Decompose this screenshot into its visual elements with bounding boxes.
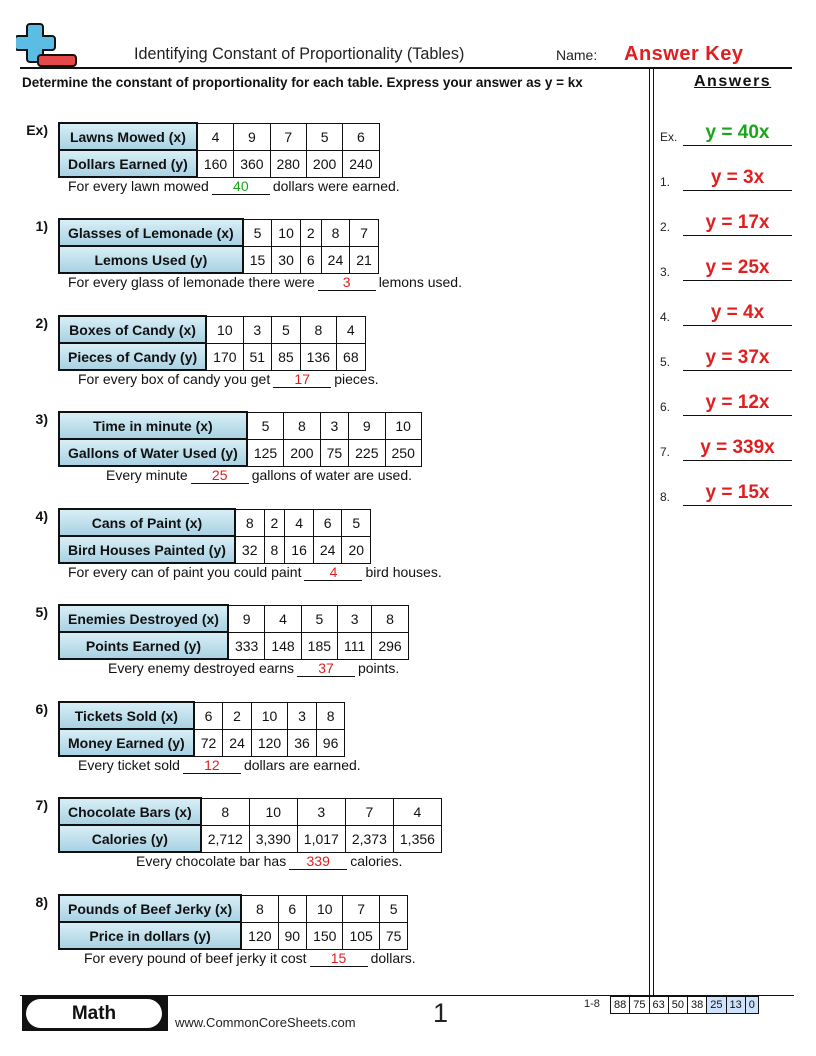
answer-line	[683, 145, 792, 146]
answer-number: 5.	[660, 355, 671, 369]
problem-number: Ex)	[26, 122, 48, 138]
problem-number: 3)	[35, 411, 48, 427]
answer-line	[683, 370, 792, 371]
x-header-cell: Time in minute (x)	[59, 412, 247, 439]
sentence-suffix: lemons used.	[378, 274, 462, 290]
score-cell: 38	[688, 997, 707, 1014]
y-value-cell: 85	[272, 343, 301, 370]
x-value-cell: 8	[235, 509, 264, 536]
score-cell: 13	[726, 997, 745, 1014]
x-row	[59, 798, 441, 825]
answer-number: 4.	[660, 310, 671, 324]
sentence-suffix: gallons of water are used.	[251, 467, 413, 483]
y-value-cell: 21	[350, 246, 379, 273]
answer-row	[660, 386, 792, 416]
x-value-cell: 10	[206, 316, 243, 343]
x-value-cell: 3	[297, 798, 345, 825]
y-value-cell: 20	[342, 536, 371, 563]
y-row	[59, 729, 345, 756]
y-value-cell: 1,017	[297, 825, 345, 852]
y-value-cell: 75	[320, 439, 349, 466]
x-header-cell: Lawns Mowed (x)	[59, 123, 197, 150]
y-value-cell: 120	[251, 729, 287, 756]
x-header-cell: Tickets Sold (x)	[59, 702, 194, 729]
x-value-cell: 10	[249, 798, 297, 825]
x-value-cell: 4	[337, 316, 366, 343]
answer-sentence	[84, 950, 416, 967]
x-value-cell: 10	[272, 219, 301, 246]
problem-number: 2)	[35, 315, 48, 331]
y-header-cell: Price in dollars (y)	[59, 922, 241, 949]
x-value-cell: 10	[385, 412, 421, 439]
answer-sentence	[68, 274, 462, 291]
y-value-cell: 75	[379, 922, 408, 949]
y-value-cell: 36	[288, 729, 317, 756]
answer-value[interactable]: y = 3x	[710, 167, 765, 188]
answer-line	[683, 190, 792, 191]
answers-title: Answers	[694, 73, 772, 90]
answer-blank[interactable]: 15	[310, 951, 368, 967]
answer-line	[683, 415, 792, 416]
answer-line	[683, 460, 792, 461]
sentence-suffix: dollars.	[370, 950, 416, 966]
y-value-cell: 333	[228, 632, 265, 659]
answer-value[interactable]: y = 4x	[710, 302, 765, 323]
score-cell: 63	[649, 997, 668, 1014]
y-header-cell: Gallons of Water Used (y)	[59, 439, 247, 466]
ratio-table	[58, 122, 380, 178]
x-row	[59, 219, 378, 246]
sentence-prefix: Every minute	[106, 467, 188, 483]
score-cell: 0	[745, 997, 758, 1014]
y-value-cell: 90	[278, 922, 307, 949]
y-row	[59, 150, 379, 177]
x-value-cell: 4	[393, 798, 441, 825]
y-value-cell: 6	[300, 246, 321, 273]
y-row	[59, 922, 408, 949]
x-row	[59, 316, 365, 343]
answer-blank[interactable]: 17	[273, 372, 331, 388]
ratio-table	[58, 218, 379, 274]
x-value-cell: 3	[288, 702, 317, 729]
ratio-table	[58, 508, 371, 564]
score-cell: 25	[707, 997, 726, 1014]
y-value-cell: 51	[243, 343, 272, 370]
x-value-cell: 5	[247, 412, 284, 439]
y-value-cell: 8	[264, 536, 285, 563]
y-row	[59, 246, 378, 273]
answer-value[interactable]: y = 15x	[705, 482, 770, 503]
answer-value[interactable]: y = 37x	[705, 347, 770, 368]
problem-number: 6)	[35, 701, 48, 717]
answers-divider	[653, 69, 654, 995]
answer-blank[interactable]: 339	[289, 854, 347, 870]
sentence-prefix: For every glass of lemonade there were	[68, 274, 315, 290]
ratio-table	[58, 701, 345, 757]
answer-sentence	[68, 564, 442, 581]
page-number: 1	[433, 998, 449, 1028]
x-header-cell: Boxes of Candy (x)	[59, 316, 206, 343]
answers-divider	[649, 69, 650, 995]
sentence-prefix: Every ticket sold	[78, 757, 180, 773]
x-value-cell: 6	[343, 123, 379, 150]
answer-row	[660, 206, 792, 236]
score-table	[610, 996, 759, 1014]
x-value-cell: 4	[265, 605, 301, 632]
ratio-table	[58, 604, 409, 660]
x-value-cell: 5	[342, 509, 371, 536]
x-row	[59, 412, 421, 439]
answer-row	[660, 476, 792, 506]
answer-blank[interactable]: 4	[304, 565, 362, 581]
sentence-suffix: points.	[357, 660, 400, 676]
y-value-cell: 296	[372, 632, 408, 659]
answer-value[interactable]: y = 12x	[705, 392, 770, 413]
x-value-cell: 5	[272, 316, 301, 343]
y-value-cell: 148	[265, 632, 301, 659]
x-value-cell: 8	[284, 412, 320, 439]
answer-row	[660, 251, 792, 281]
problem-number: 1)	[35, 218, 48, 234]
sentence-prefix: Every enemy destroyed earns	[108, 660, 294, 676]
x-value-cell: 8	[372, 605, 408, 632]
answer-number: 8.	[660, 490, 671, 504]
y-header-cell: Lemons Used (y)	[59, 246, 243, 273]
answer-blank[interactable]: 12	[183, 758, 241, 774]
answer-value[interactable]: y = 339x	[700, 437, 775, 458]
y-value-cell: 3,390	[249, 825, 297, 852]
score-cell: 75	[630, 997, 649, 1014]
answer-number: 2.	[660, 220, 671, 234]
sentence-prefix: For every pound of beef jerky it cost	[84, 950, 307, 966]
y-value-cell: 120	[241, 922, 278, 949]
x-value-cell: 9	[349, 412, 385, 439]
answer-number: 7.	[660, 445, 671, 459]
y-row	[59, 632, 408, 659]
y-value-cell: 30	[272, 246, 301, 273]
answer-row	[660, 161, 792, 191]
sentence-prefix: For every can of paint you could paint	[68, 564, 302, 580]
y-row	[59, 536, 371, 563]
name-value: Answer Key	[624, 43, 744, 65]
y-value-cell: 280	[270, 150, 306, 177]
answer-sentence	[108, 660, 399, 677]
ratio-table	[58, 894, 408, 950]
x-value-cell: 8	[241, 895, 278, 922]
answer-row	[660, 431, 792, 461]
y-value-cell: 68	[337, 343, 366, 370]
score-range-label: 1-8	[584, 998, 600, 1010]
answer-blank[interactable]: 37	[297, 661, 355, 677]
answer-row	[660, 341, 792, 371]
sentence-prefix: Every chocolate bar has	[136, 853, 287, 869]
answer-line	[683, 325, 792, 326]
x-value-cell: 9	[228, 605, 265, 632]
sentence-prefix: For every lawn mowed	[68, 178, 209, 194]
answer-sentence	[68, 178, 400, 195]
answer-sentence	[106, 467, 412, 484]
ratio-table	[58, 315, 366, 371]
y-value-cell: 225	[349, 439, 385, 466]
answer-sentence	[136, 853, 402, 870]
y-header-cell: Points Earned (y)	[59, 632, 228, 659]
y-value-cell: 240	[343, 150, 379, 177]
y-value-cell: 16	[285, 536, 314, 563]
x-value-cell: 6	[194, 702, 223, 729]
x-header-cell: Cans of Paint (x)	[59, 509, 235, 536]
x-value-cell: 8	[300, 316, 336, 343]
x-row	[59, 509, 371, 536]
answer-line	[683, 235, 792, 236]
sentence-suffix: dollars are earned.	[243, 757, 361, 773]
y-header-cell: Pieces of Candy (y)	[59, 343, 206, 370]
x-value-cell: 9	[234, 123, 270, 150]
x-value-cell: 5	[306, 123, 342, 150]
y-row	[59, 439, 421, 466]
y-value-cell: 72	[194, 729, 223, 756]
y-value-cell: 170	[206, 343, 243, 370]
problem-number: 5)	[35, 604, 48, 620]
answer-blank[interactable]: 3	[318, 275, 376, 291]
answer-sentence	[78, 371, 379, 388]
y-value-cell: 160	[197, 150, 234, 177]
problem-number: 8)	[35, 894, 48, 910]
header-divider	[20, 67, 792, 69]
y-value-cell: 185	[301, 632, 337, 659]
problem-number: 4)	[35, 508, 48, 524]
x-value-cell: 6	[313, 509, 342, 536]
problem-number: 7)	[35, 797, 48, 813]
x-value-cell: 8	[321, 219, 350, 246]
answer-row	[660, 296, 792, 326]
x-value-cell: 2	[264, 509, 285, 536]
sentence-suffix: bird houses.	[365, 564, 442, 580]
answer-sentence	[78, 757, 361, 774]
y-header-cell: Dollars Earned (y)	[59, 150, 197, 177]
answer-number: 1.	[660, 175, 671, 189]
y-value-cell: 32	[235, 536, 264, 563]
y-value-cell: 150	[307, 922, 343, 949]
answer-blank[interactable]: 25	[191, 468, 249, 484]
x-value-cell: 8	[201, 798, 250, 825]
x-value-cell: 5	[243, 219, 272, 246]
answer-blank[interactable]: 40	[212, 179, 270, 195]
ratio-table	[58, 797, 442, 853]
answer-number: 6.	[660, 400, 671, 414]
y-value-cell: 105	[343, 922, 379, 949]
answer-row	[660, 116, 792, 146]
y-value-cell: 24	[223, 729, 252, 756]
x-value-cell: 7	[343, 895, 379, 922]
y-header-cell: Money Earned (y)	[59, 729, 194, 756]
answer-value[interactable]: y = 17x	[705, 212, 770, 233]
answer-line	[683, 280, 792, 281]
x-row	[59, 605, 408, 632]
answer-number: Ex.	[660, 130, 678, 144]
y-value-cell: 200	[284, 439, 320, 466]
y-row	[59, 343, 365, 370]
sentence-suffix: pieces.	[334, 371, 379, 387]
ratio-table	[58, 411, 422, 467]
answer-value[interactable]: y = 25x	[705, 257, 770, 278]
x-value-cell: 10	[251, 702, 287, 729]
x-row	[59, 895, 408, 922]
x-value-cell: 5	[379, 895, 408, 922]
y-value-cell: 111	[338, 632, 372, 659]
x-value-cell: 3	[338, 605, 372, 632]
y-value-cell: 200	[306, 150, 342, 177]
x-row	[59, 702, 345, 729]
name-label: Name:	[556, 47, 598, 63]
answer-number: 3.	[660, 265, 671, 279]
score-cell: 88	[611, 997, 630, 1014]
subject-badge: Math	[26, 999, 162, 1028]
site-url: www.CommonCoreSheets.com	[175, 1015, 356, 1030]
x-value-cell: 3	[320, 412, 349, 439]
x-header-cell: Pounds of Beef Jerky (x)	[59, 895, 241, 922]
x-header-cell: Chocolate Bars (x)	[59, 798, 201, 825]
y-value-cell: 360	[234, 150, 270, 177]
y-value-cell: 125	[247, 439, 284, 466]
x-value-cell: 2	[300, 219, 321, 246]
worksheet-title: Identifying Constant of Proportionality (Tables)	[134, 44, 465, 63]
plus-minus-logo-icon	[16, 22, 78, 68]
sentence-suffix: calories.	[350, 853, 403, 869]
y-row	[59, 825, 441, 852]
answer-line	[683, 505, 792, 506]
x-header-cell: Glasses of Lemonade (x)	[59, 219, 243, 246]
x-value-cell: 7	[270, 123, 306, 150]
y-value-cell: 15	[243, 246, 272, 273]
y-header-cell: Calories (y)	[59, 825, 201, 852]
y-value-cell: 24	[313, 536, 342, 563]
x-value-cell: 10	[307, 895, 343, 922]
x-value-cell: 3	[243, 316, 272, 343]
y-value-cell: 2,712	[201, 825, 250, 852]
y-value-cell: 2,373	[345, 825, 393, 852]
sentence-prefix: For every box of candy you get	[78, 371, 271, 387]
x-value-cell: 2	[223, 702, 252, 729]
instructions: Determine the constant of proportionality for each table. Express your answer as y = kx	[22, 75, 583, 90]
y-header-cell: Bird Houses Painted (y)	[59, 536, 235, 563]
x-value-cell: 7	[345, 798, 393, 825]
answer-value[interactable]: y = 40x	[705, 122, 770, 143]
x-value-cell: 5	[301, 605, 337, 632]
x-header-cell: Enemies Destroyed (x)	[59, 605, 228, 632]
y-value-cell: 24	[321, 246, 350, 273]
y-value-cell: 96	[316, 729, 345, 756]
x-row	[59, 123, 379, 150]
score-cell: 50	[668, 997, 687, 1014]
x-value-cell: 7	[350, 219, 379, 246]
x-value-cell: 4	[197, 123, 234, 150]
x-value-cell: 8	[316, 702, 345, 729]
x-value-cell: 6	[278, 895, 307, 922]
x-value-cell: 4	[285, 509, 314, 536]
sentence-suffix: dollars were earned.	[272, 178, 400, 194]
y-value-cell: 1,356	[393, 825, 441, 852]
y-value-cell: 136	[300, 343, 336, 370]
y-value-cell: 250	[385, 439, 421, 466]
